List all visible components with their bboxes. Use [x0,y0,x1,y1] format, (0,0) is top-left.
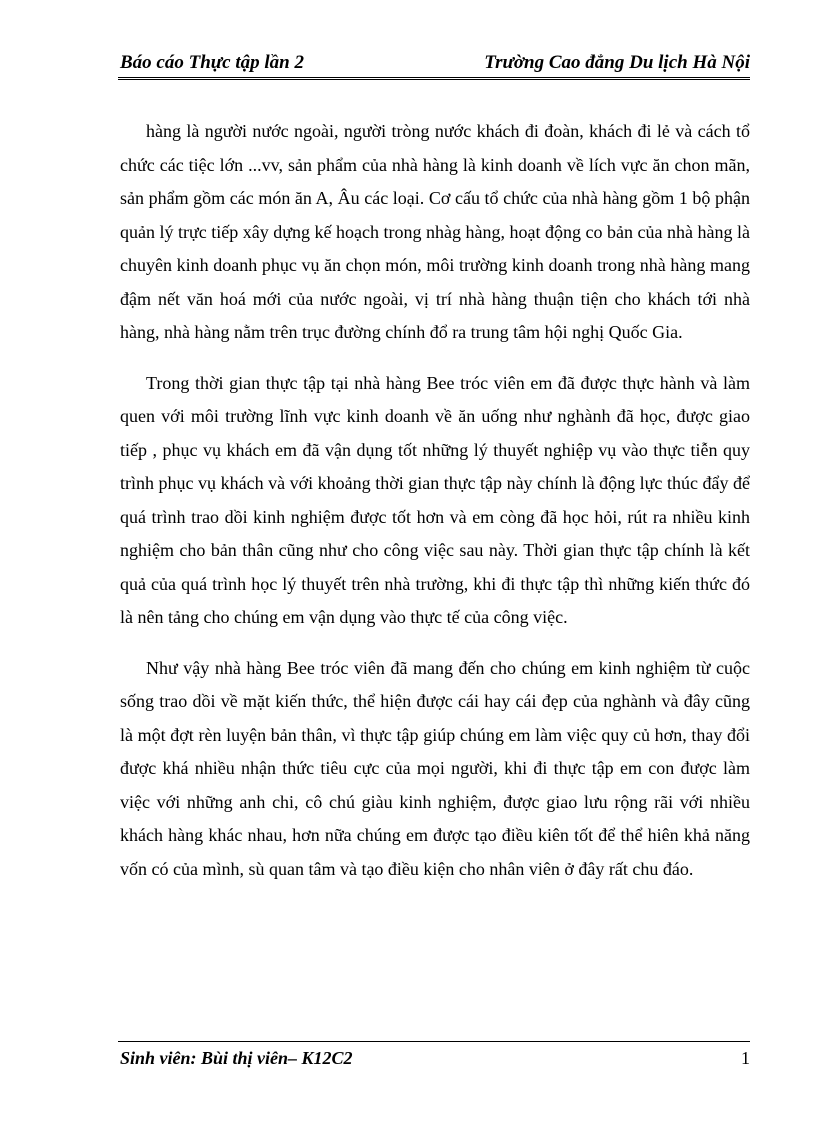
page-footer [118,1041,750,1072]
paragraph-1: hàng là người nước ngoài, người tròng nước khách đi đoàn, khách đi lẻ và cách tổ chức các tiệc lớn ...vv, sản phẩm của nhà hàng là kinh doanh về lích vực ăn chon mãn, sản phẩm gồm các món ăn A, Âu các loại. Cơ cấu tổ chức của nhà hàng gồm 1 bộ phận quản lý trực tiếp xây dựng kế hoạch trong nhàg hàng, hoạt động co bản của nhà hàng là chuyên kinh doanh phục vụ ăn chọn món, môi trường kinh doanh trong nhà hàng mang đậm nết văn hoá mới của nước ngoài, vị trí nhà hàng thuận tiện cho khách tới nhà hàng, nhà hàng nằm trên trục đường chính đổ ra trung tâm hội nghị Quốc Gia. [120,121,750,342]
report-title: Báo cáo Thực tập lần 2 [120,52,304,73]
paragraph-2: Trong thời gian thực tập tại nhà hàng Bee tróc viên em đã được thực hành và làm quen với môi trường lĩnh vực kinh doanh về ăn uống như nghành đã học, được giao tiếp , phục vụ khách em đã vận dụng tốt những lý thuyết nghiệp vụ vào thực tiễn quy trình phục vụ khách và với khoảng thời gian thực tập này chính là động lực thúc đẩy để quá trình trao dồi kinh nghiệm được tốt hơn và em còng đã học hỏi, rút ra nhiều kinh nghiệm cho bản thân cũng như cho công việc sau này. Thời gian thực tập chính là kết quả của quá trình học lý thuyết trên nhà trường, khi đi thực tập thì những kiến thức đó là nên tảng cho chúng em vận dụng vào thực tế của công việc. [120,372,750,627]
student-info: Sinh viên: Bùi thị viên– K12C2 [120,1048,353,1068]
page-number: 1 [741,1048,750,1068]
school-name: Trường Cao đẳng Du lịch Hà Nội [484,52,750,73]
document-body [120,115,750,886]
paragraph-3: Như vậy nhà hàng Bee tróc viên đã mang đến cho chúng em kinh nghiệm từ cuộc sống trao dồi về mặt kiến thức, thể hiện được cái hay cái đẹp của nghành và đây cũng là một đợt rèn luyện bản thân, vì thực tập giúp chúng em làm việc quy củ hơn, thay đổi được khá nhiều nhận thức tiêu cực của mọi người, khi đi thực tập em con được làm việc với những anh chi, cô chú giàu kinh nghiệm, được giao lưu rộng rãi với nhiều khách hàng khác nhau, hơn nữa chúng em được tạo điều kiên tốt để thể hiên khả năng vốn có của mình, sù quan tâm và tạo điều kiện cho nhân viên ở đây rất chu đáo. [120,657,750,879]
page-header [118,50,750,80]
